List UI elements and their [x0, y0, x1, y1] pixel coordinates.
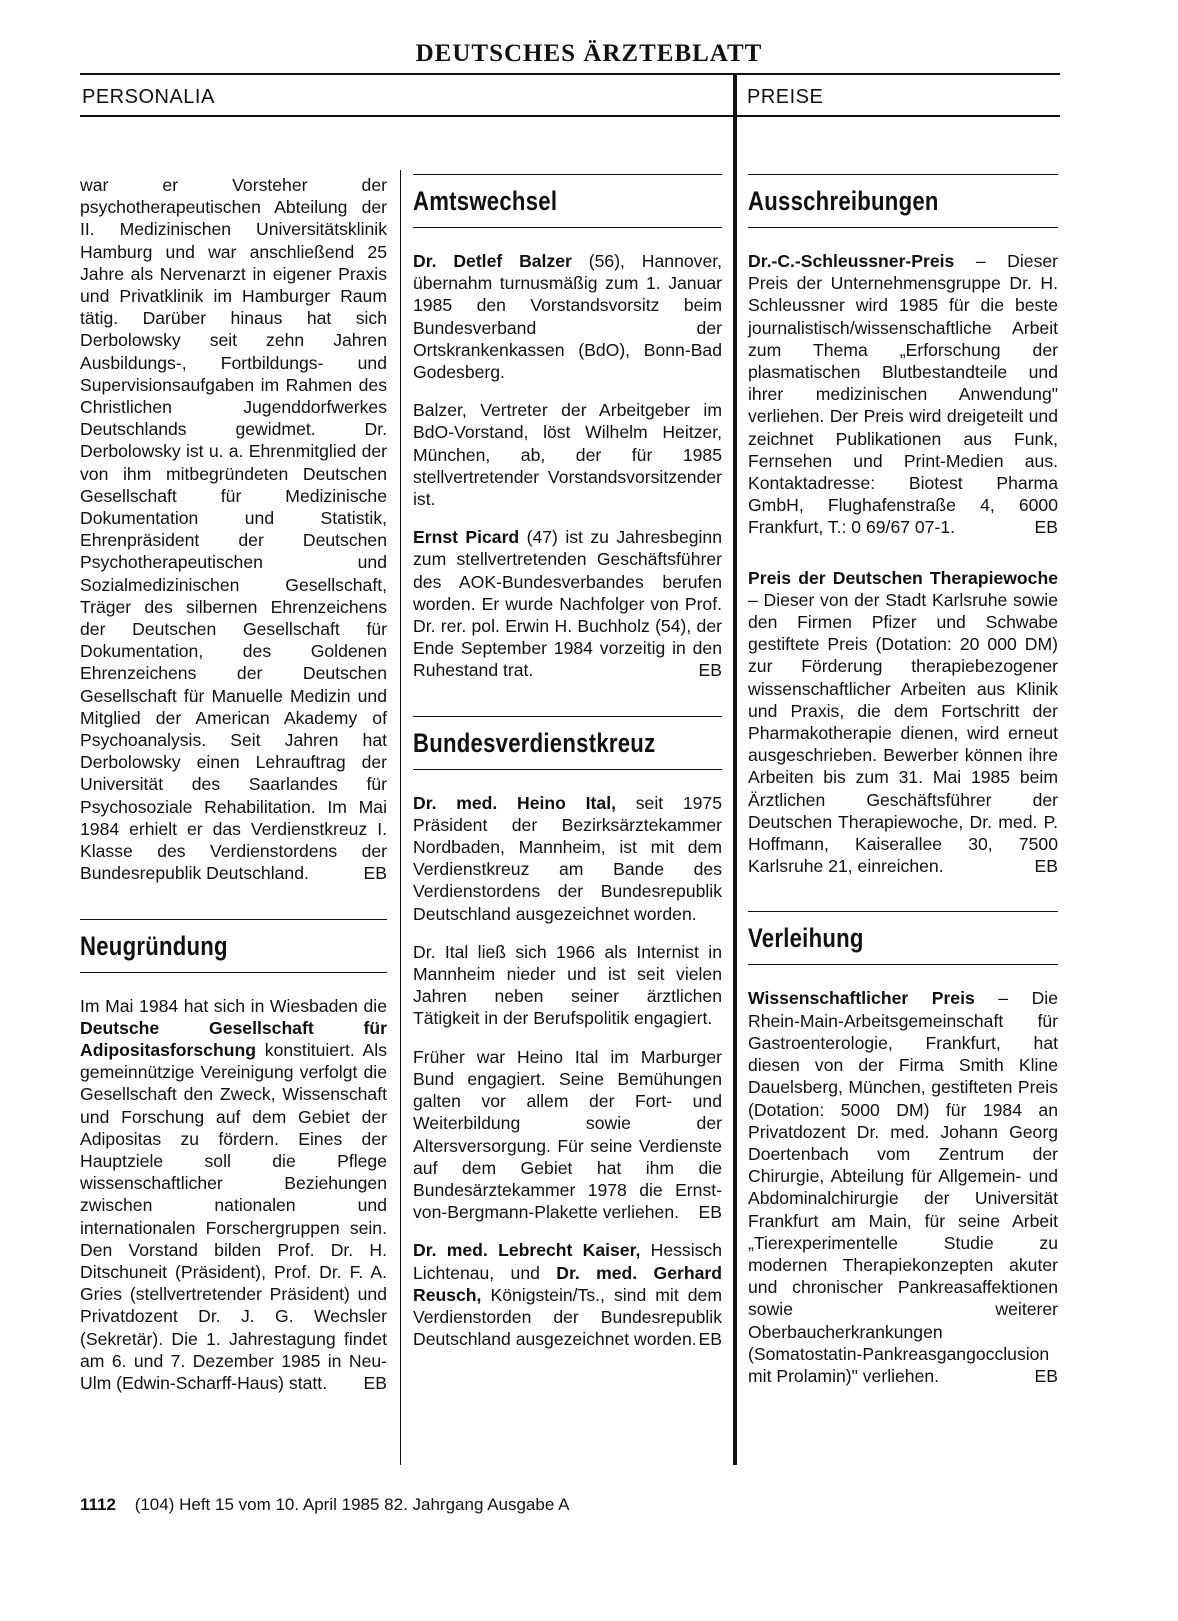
schleussner-paragraph: Dr.-C.-Schleussner-Preis – Dieser Preis der Unternehmensgruppe Dr. H. Schleussner wird 1985 für die beste journalistisch/wissenschaftliche Arbeit zum Thema „Erforschung der plasmatischen Blutbestandteile und ihrer medizinischen Anwendung" verliehen. Der Preis wird dreigeteilt und zeichnet Publikationen aus Funk, Fernsehen und Print-Medien aus. Kontaktadresse: Biotest Pharma GmbH, Flughafenstraße 4, 6000 Frankfurt, T.: 0 69/67 07-1. EB	[748, 251, 1059, 538]
therapiewoche-paragraph: Preis der Deutschen Therapiewoche – Dieser von der Stadt Karlsruhe sowie den Firmen Pfizer und Schwabe gestiftete Preis (Dotation: 20 000 DM) zur Förderung therapiebezogener wissenschaftlicher Arbeiten aus Klinik und Praxis, die dem Fortschritt der Pharmakotherapie dienen, wird erneut ausgeschrieben. Bewerber können ihre Arbeiten bis zum 31. Mai 1985 beim Ärztlichen Geschäftsführer der Deutschen Therapiewoche, Dr. med. P. Hoffmann, Kaiserallee 30, 7500 Karlsruhe 21, einreichen. EB	[748, 567, 1058, 877]
section-heading: Verleihung	[748, 923, 864, 954]
section-heading: Amtswechsel	[413, 186, 558, 216]
person-name: Dr. med. Gerhard Reusch,	[413, 1262, 723, 1305]
balzer-paragraph: Dr. Detlef Balzer (56), Hannover, übernahm turnusmäßig zum 1. Januar 1985 den Vorstandsvorsitz beim Bundesverband der Ortskrankenkassen (BdO), Bonn-Bad Godesberg.	[413, 251, 723, 383]
signature-eb: EB	[1034, 856, 1058, 877]
heading-ausschreibungen	[748, 174, 1058, 228]
person-name: Dr. med. Heino Ital,	[413, 792, 616, 813]
prize-name: Dr.-C.-Schleussner-Preis	[748, 251, 955, 271]
signature-eb: EB	[363, 1372, 387, 1393]
signature-eb: EB	[363, 863, 387, 884]
derbolowsky-paragraph: war er Vorsteher der psychotherapeutischen Abteilung der II. Medizinischen Universitätsklinik Hamburg und war anschließend 25 Jahre als Nervenarzt in eigener Praxis und Privatklinik im Hamburger Raum tätig. Darüber hinaus hat sich Derbolowsky seit zehn Jahren Ausbildungs-, Fortbildungs- und Supervisionsaufgaben im Rahmen des Christlichen Jugenddorfwerkes Deutschlands gewidmet. Dr. Derbolowsky ist u. a. Ehrenmitglied der von ihm mitbegründeten Deutschen Gesellschaft für Medizinische Dokumentation und Statistik, Ehrenpräsident der Deutschen Psychotherapeutischen und Sozialmedizinischen Gesellschaft, Träger des silbernen Ehrenzeichens der Deutschen Gesellschaft für Dokumentation, des Goldenen Ehrenzeichens der Deutschen Gesellschaft für Manuelle Medizin und Mitglied der American Akademy of Psychoanalysis. Seit Jahren hat Derbolowsky einen Lehrauftrag der Universität des Saarlandes für Psychosoziale Rehabilitation. Im Mai 1984 erhielt er das Verdienstkreuz I. Klasse des Verdienstordens der Bundesrepublik Deutschland. EB	[80, 175, 387, 884]
section-heading: Ausschreibungen	[748, 186, 939, 216]
masthead-title: DEUTSCHES ÄRZTEBLATT	[415, 40, 763, 67]
page-footer	[80, 1495, 569, 1515]
ital-career-paragraph: Dr. Ital ließ sich 1966 als Internist in Mannheim nieder und ist seit vielen Jahren neben seiner ärztlichen Tätigkeit in der Berufspolitik engagiert.	[413, 941, 722, 1029]
heading-amtswechsel	[413, 174, 722, 228]
issue-info: (104) Heft 15 vom 10. April 1985 82. Jahrgang Ausgabe A	[134, 1495, 570, 1514]
section-label-preise: PREISE	[747, 86, 824, 108]
header-rule-bottom	[80, 115, 1060, 117]
column-right	[748, 174, 1058, 1387]
signature-eb: EB	[1034, 517, 1058, 538]
header-rule-top	[80, 73, 1060, 75]
wissenschaftlicher-preis-paragraph: Wissenschaftlicher Preis – Die Rhein-Main-Arbeitsgemeinschaft für Gastroenterologie, Frankfurt, hat diesen von der Firma Smith Kline Dauelsberg, München, gestifteten Preis (Dotation: 5000 DM) für 1984 an Privatdozent Dr. med. Johann Georg Doertenbach vom Zentrum der Chirurgie, Abteilung für Allgemein- und Abdominalchirurgie der Universität Frankfurt am Main, für seine Arbeit „Tierexperimentelle Studie zu modernen Therapiekonzepten akuter und chronischer Pankreasaffektionen sowie weiterer Oberbaucherkrankungen (Somatostatin-Pankreasgangocclusion mit Prolamin)" verliehen. EB	[748, 988, 1058, 1386]
section-heading: Neugründung	[80, 930, 228, 961]
column-middle	[413, 174, 722, 1350]
column-left	[80, 174, 387, 1394]
balzer-followup-paragraph: Balzer, Vertreter der Arbeitgeber im BdO-Vorstand, löst Wilhelm Heitzer, München, ab, der für 1985 stellvertretender Vorstandsvorsitzender ist.	[413, 400, 722, 510]
signature-eb: EB	[698, 660, 722, 681]
picard-paragraph: Ernst Picard (47) ist zu Jahresbeginn zum stellvertretenden Geschäftsführer des AOK-Bundesverbandes berufen worden. Er wurde Nachfolger von Prof. Dr. rer. pol. Erwin H. Buchholz (54), der Ende September 1984 vorzeitig in den Ruhestand trat. EB	[413, 527, 722, 681]
signature-eb: EB	[698, 1329, 722, 1350]
signature-eb: EB	[1034, 1365, 1058, 1386]
person-name: Dr. Detlef Balzer	[413, 251, 572, 271]
ital-history-paragraph: Früher war Heino Ital im Marburger Bund engagiert. Seine Bemühungen galten vor allem der Fort- und Weiterbildung sowie der Altersversorgung. Für seine Verdienste auf dem Gebiet hat ihm die Bundesärztekammer 1978 die Ernst-von-Bergmann-Plakette verliehen. EB	[413, 1046, 722, 1223]
neugruendung-paragraph: Im Mai 1984 hat sich in Wiesbaden die Deutsche Gesellschaft für Adipositasforschung konstituiert. Als gemeinnützige Vereinigung verfolgt die Gesellschaft den Zweck, Wissenschaft und Forschung auf dem Gebiet der Adipositas zu fördern. Eines der Hauptziele soll die Pflege wissenschaftlicher Beziehungen zwischen nationalen und internationalen Forschergruppen sein. Den Vorstand bilden Prof. Dr. H. Ditschuneit (Präsident), Prof. Dr. F. A. Gries (stellvertretender Präsident) und Privatdozent Dr. J. G. Wechsler (Sekretär). Die 1. Jahrestagung findet am 6. und 7. Dezember 1985 in Neu-Ulm (Edwin-Scharff-Haus) statt. EB	[80, 995, 387, 1393]
heading-neugruendung	[80, 919, 387, 973]
page-number: 1112	[80, 1495, 116, 1514]
kaiser-reusch-paragraph: Dr. med. Lebrecht Kaiser, Hessisch Lichtenau, und Dr. med. Gerhard Reusch, Königstein/Ts., sind mit dem Verdienstorden der Bundesrepublik Deutschland ausgezeichnet worden. EB	[413, 1240, 723, 1350]
society-name: Deutsche Gesellschaft für Adipositasforschung	[80, 1017, 387, 1060]
column-divider-thin	[400, 170, 401, 1465]
section-heading: Bundesverdienstkreuz	[413, 727, 656, 758]
heading-bundesverdienstkreuz	[413, 716, 722, 770]
section-label-personalia: PERSONALIA	[82, 86, 215, 108]
column-divider-thick	[733, 73, 737, 1465]
signature-eb: EB	[698, 1202, 722, 1223]
person-name: Dr. med. Lebrecht Kaiser,	[413, 1240, 641, 1261]
heading-verleihung	[748, 911, 1058, 965]
ital-paragraph: Dr. med. Heino Ital, seit 1975 Präsident der Bezirksärztekammer Nordbaden, Mannheim, ist mit dem Verdienstkreuz am Bande des Verdienstordens der Bundesrepublik Deutschland ausgezeichnet worden.	[413, 792, 723, 924]
prize-name: Wissenschaftlicher Preis	[748, 988, 975, 1009]
person-name: Ernst Picard	[413, 527, 520, 548]
prize-name: Preis der Deutschen Therapiewoche	[748, 567, 1058, 588]
